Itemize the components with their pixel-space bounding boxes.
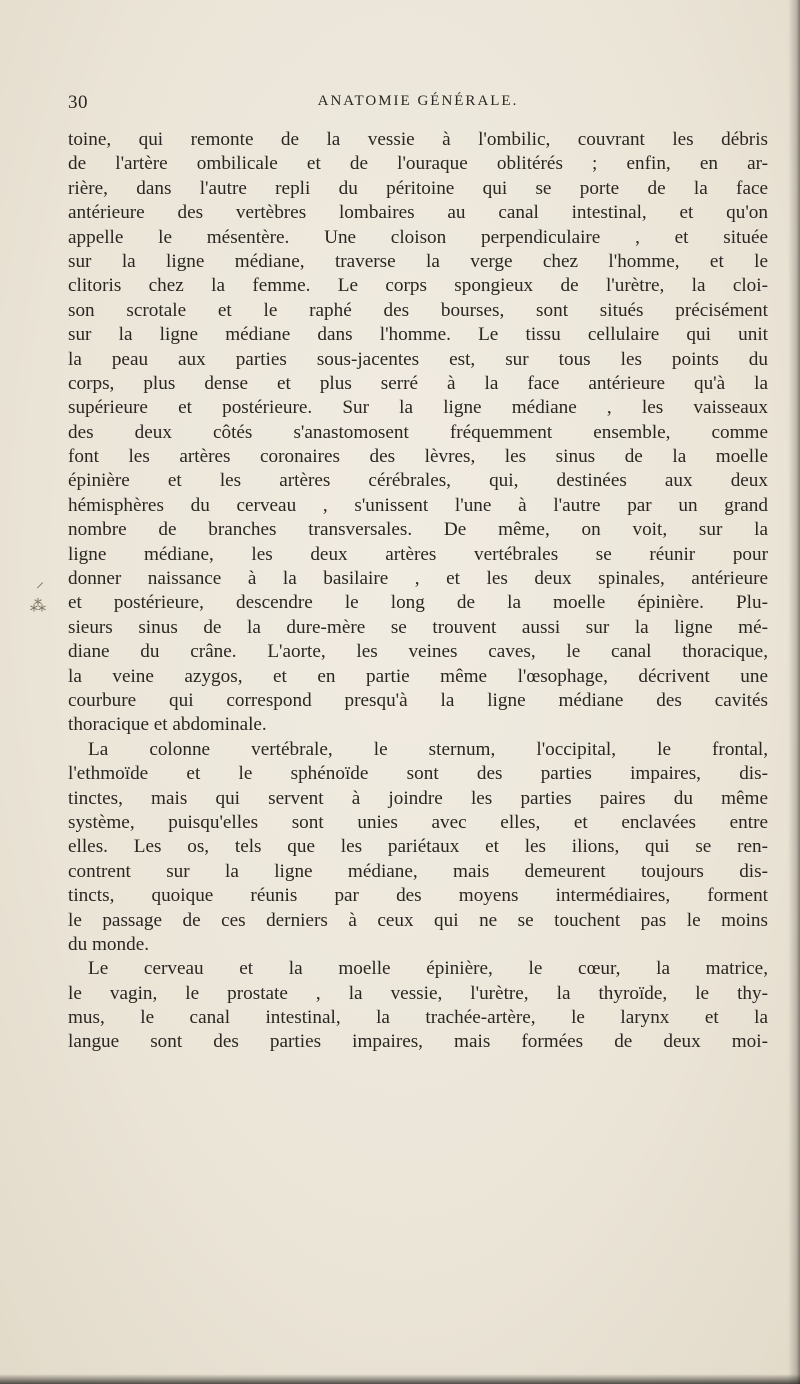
page-bottom-shadow xyxy=(0,1374,800,1384)
text-line: mus, le canal intestinal, la trachée-artère, le larynx et la xyxy=(68,1007,768,1029)
text-line: l'ethmoïde et le sphénoïde sont des parties impaires, dis- xyxy=(68,763,768,785)
text-line: courbure qui correspond presqu'à la ligne médiane des cavités xyxy=(68,689,768,711)
text-line: thoracique et abdominale. xyxy=(68,714,267,736)
text-line: elles. Les os, tels que les pariétaux et les ilions, qui se ren- xyxy=(68,836,768,858)
page-number: 30 xyxy=(68,92,88,113)
text-line: la peau aux parties sous-jacentes est, sur tous les points du xyxy=(68,348,768,370)
text-line: hémisphères du cerveau , s'unissent l'une à l'autre par un grand xyxy=(68,494,768,516)
text-line: antérieure des vertèbres lombaires au canal intestinal, et qu'on xyxy=(68,202,768,224)
text-line: tincts, quoique réunis par des moyens intermédiaires, forment xyxy=(68,885,768,907)
text-line: Le cerveau et la moelle épinière, le cœur, la matrice, xyxy=(88,958,768,980)
text-line: La colonne vertébrale, le sternum, l'occipital, le frontal, xyxy=(88,738,768,760)
text-line: sur la ligne médiane dans l'homme. Le tissu cellulaire qui unit xyxy=(68,324,768,346)
text-line: appelle le mésentère. Une cloison perpendiculaire , et située xyxy=(68,226,768,248)
text-line: sieurs sinus de la dure-mère se trouvent aussi sur la ligne mé- xyxy=(68,616,768,638)
text-line: tinctes, mais qui servent à joindre les parties paires du même xyxy=(68,787,768,809)
text-line: la veine azygos, et en partie même l'œsophage, décrivent une xyxy=(68,665,768,687)
text-line: le vagin, le prostate , la vessie, l'urètre, la thyroïde, le thy- xyxy=(68,982,768,1004)
text-line: rière, dans l'autre repli du péritoine qui se porte de la face xyxy=(68,177,768,199)
text-line: donner naissance à la basilaire , et les deux spinales, antérieure xyxy=(68,568,768,590)
text-line: langue sont des parties impaires, mais formées de deux moi- xyxy=(68,1031,768,1053)
text-line: de l'artère ombilicale et de l'ouraque oblitérés ; enfin, en ar- xyxy=(68,153,768,175)
text-line: sur la ligne médiane, traverse la verge chez l'homme, et le xyxy=(68,250,768,272)
text-line: toine, qui remonte de la vessie à l'ombilic, couvrant les débris xyxy=(68,129,768,150)
body-text xyxy=(68,128,768,1055)
page-header xyxy=(68,92,768,116)
text-line: et postérieure, descendre le long de la moelle épinière. Plu- xyxy=(68,592,768,614)
margin-stain-mark: ⸝ xyxy=(36,574,45,591)
text-line: supérieure et postérieure. Sur la ligne médiane , les vaisseaux xyxy=(68,397,768,419)
text-line: clitoris chez la femme. Le corps spongieux de l'urètre, la cloi- xyxy=(68,275,768,297)
text-line: diane du crâne. L'aorte, les veines caves, le canal thoracique, xyxy=(68,641,768,663)
text-line: corps, plus dense et plus serré à la face antérieure qu'à la xyxy=(68,372,768,394)
text-line: ligne médiane, les deux artères vertébrales se réunir pour xyxy=(68,543,768,565)
text-line: nombre de branches transversales. De même, on voit, sur la xyxy=(68,519,768,541)
running-head: ANATOMIE GÉNÉRALE. xyxy=(317,93,519,109)
text-line: le passage de ces derniers à ceux qui ne se touchent pas le moins xyxy=(68,909,768,931)
text-line: du monde. xyxy=(68,933,150,955)
text-line: épinière et les artères cérébrales, qui, destinées aux deux xyxy=(68,470,768,492)
text-line: son scrotale et le raphé des bourses, sont situés précisément xyxy=(68,299,768,321)
text-line: contrent sur la ligne médiane, mais demeurent toujours dis- xyxy=(68,860,768,882)
text-line: font les artères coronaires des lèvres, les sinus de la moelle xyxy=(68,446,768,468)
page-edge-shadow xyxy=(788,0,800,1384)
text-line: système, puisqu'elles sont unies avec elles, et enclavées entre xyxy=(68,811,768,833)
margin-stain-mark: ⁂ xyxy=(30,598,46,615)
text-line: des deux côtés s'anastomosent fréquemment ensemble, comme xyxy=(68,421,768,443)
